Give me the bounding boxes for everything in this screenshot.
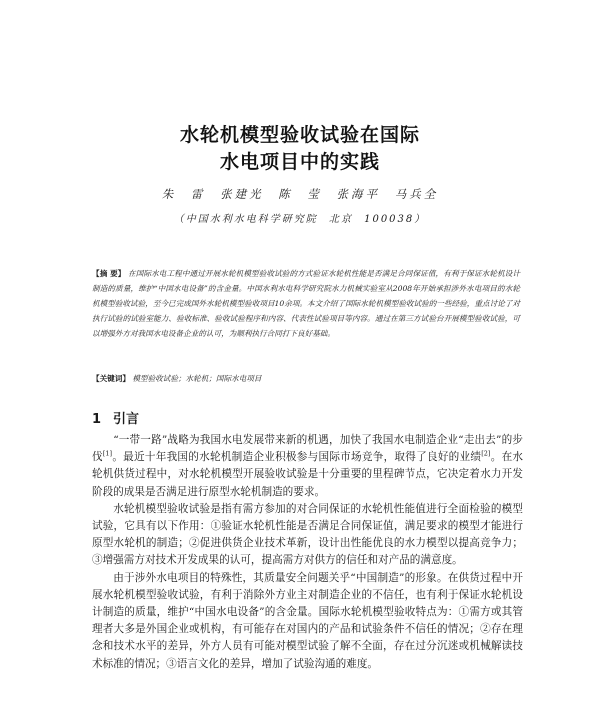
section-number: 1 [92, 412, 102, 427]
abstract-text: 在国际水电工程中通过开展水轮机模型验收试验的方式验证水轮机性能是否满足合同保证值，有利于保证水轮机设计制造的质量，维护“中国水电设备”的含金量。中国水利水电科学研究院水力机械实验室从2008年开始承担涉外水电项目的水轮机模型验收试验，至今已完成国外水轮机模型验收项目10余项。本文介绍了国际水轮机模型验收试验的一些经验，重点讨论了对执行试验的试验室能力、验收标准、验收试验程序和内容、代表性试验项目等内容。通过在第三方试验台开展模型验收试验，可以增强外方对我国水电设备企业的认可，为顺利执行合同打下良好基础。 [92, 269, 520, 338]
keywords-text: 模型验收试验；水轮机；国际水电项目 [132, 374, 262, 383]
paragraph-1-text-b: 。最近十年我国的水轮机制造企业积极参与国际市场竞争，取得了良好的业绩 [112, 451, 482, 464]
body-text [92, 432, 523, 673]
paper-title-line-1: 水轮机模型验收试验在国际 [179, 124, 420, 146]
paragraph-3: 由于涉外水电项目的特殊性，其质量安全问题关乎“中国制造”的形象。在供货过程中开展水轮机模型验收试验，有利于消除外方业主对制造企业的不信任，也有利于保证水轮机设计制造的质量，维护“中国水电设备”的含金量。国际水轮机模型验收特点为：①需方或其管理者大多是外国企业或机构，有可能存在对国内的产品和试验条件不信任的情况；②存在理念和技术水平的差异，外方人员有可能对模型试验了解不全面，存在过分沉迷或机械解读技术标准的情况；③语言文化的差异，增加了试验沟通的难度。 [92, 571, 523, 670]
keywords-label: 【关键词】 [92, 374, 130, 383]
paragraph-2: 水轮机模型验收试验是指有需方参加的对合同保证的水轮机性能值进行全面检验的模型试验，它具有以下作用：①验证水轮机性能是否满足合同保证值，满足要求的模型才能进行原型水轮机的制造；②促进供货企业技术革新，设计出性能优良的水力模型以提高竞争力；③增强需方对技术开发成果的认可，提高需方对供方的信任和对产品的满意度。 [92, 502, 523, 567]
keywords-block [92, 371, 520, 386]
citation-2: [2] [481, 449, 491, 458]
section-heading [92, 408, 139, 427]
author-list: 朱 雷 张建光 陈 莹 张海平 马兵全 [161, 187, 439, 201]
abstract-label: 【摘 要】 [92, 269, 126, 278]
author-affiliation: （中国水利水电科学研究院 北京 100038） [173, 214, 427, 225]
paragraph-1-text-a: “一带一路”战略为我国水电发展带来新的机遇，加快了我国水电制造企业“走出去”的步伐 [92, 434, 523, 464]
abstract-block [92, 266, 520, 341]
paper-title-line-2: 水电项目中的实践 [219, 151, 380, 173]
citation-1: [1] [102, 449, 113, 458]
paragraph-1-text-c: 。在水轮机供货过程中，对水轮机模型开展验收试验是十分重要的里程碑节点，它决定着水力开发阶段的成果是否满足进行原型水轮机制造的要求。 [92, 451, 524, 498]
paragraph-1 [92, 432, 523, 501]
section-title: 引言 [113, 412, 140, 427]
